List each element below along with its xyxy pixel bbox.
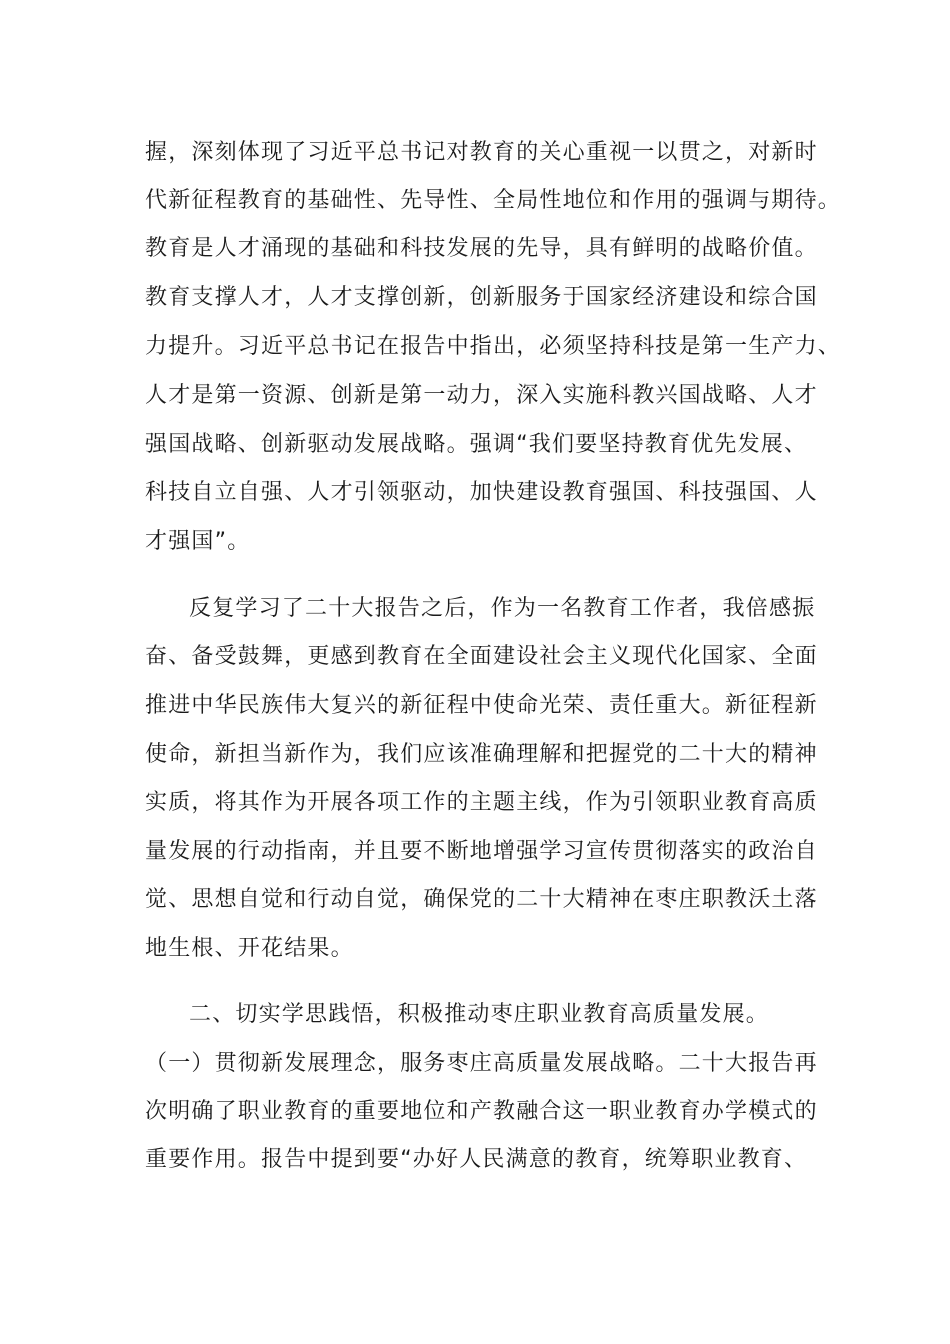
section-heading: 二、切实学思践悟，积极推动枣庄职业教育高质量发展。 (189, 1002, 770, 1027)
text-line: （一）贯彻新发展理念，服务枣庄高质量发展战略。二十大报告再 (145, 1051, 818, 1076)
document-body (145, 0, 842, 1344)
text-line: 握，深刻体现了习近平总书记对教育的关心重视一以贯之，对新时 (145, 140, 818, 165)
text-line: 地生根、开花结果。 (145, 936, 354, 961)
text-line: 代新征程教育的基础性、先导性、全局性地位和作用的强调与期待。 (145, 188, 842, 213)
text-line: 力提升。习近平总书记在报告中指出，必须坚持科技是第一生产力、 (145, 334, 842, 359)
text-line: 次明确了职业教育的重要地位和产教融合这一职业教育办学模式的 (145, 1099, 818, 1124)
text-line: 推进中华民族伟大复兴的新征程中使命光荣、责任重大。新征程新 (145, 693, 818, 718)
text-line: 奋、备受鼓舞，更感到教育在全面建设社会主义现代化国家、全面 (145, 644, 818, 669)
text-line: 重要作用。报告中提到要“办好人民满意的教育，统筹职业教育、 (145, 1147, 808, 1172)
text-line: 反复学习了二十大报告之后，作为一名教育工作者，我倍感振 (189, 596, 816, 621)
text-line: 才强国”。 (145, 529, 251, 554)
text-line: 教育是人才涌现的基础和科技发展的先导，具有鲜明的战略价值。 (145, 236, 818, 261)
text-line: 科技自立自强、人才引领驱动，加快建设教育强国、科技强国、人 (145, 480, 818, 505)
text-line: 实质，将其作为开展各项工作的主题主线，作为引领职业教育高质 (145, 790, 818, 815)
text-line: 人才是第一资源、创新是第一动力，深入实施科教兴国战略、人才 (145, 383, 818, 408)
text-line: 觉、思想自觉和行动自觉，确保党的二十大精神在枣庄职教沃土落 (145, 887, 818, 912)
text-line: 强国战略、创新驱动发展战略。强调“我们要坚持教育优先发展、 (145, 432, 808, 457)
text-line: 量发展的行动指南，并且要不断地增强学习宣传贯彻落实的政治自 (145, 839, 818, 864)
text-line: 教育支撑人才，人才支撑创新，创新服务于国家经济建设和综合国 (145, 285, 818, 310)
text-line: 使命，新担当新作为，我们应该准确理解和把握党的二十大的精神 (145, 742, 818, 767)
